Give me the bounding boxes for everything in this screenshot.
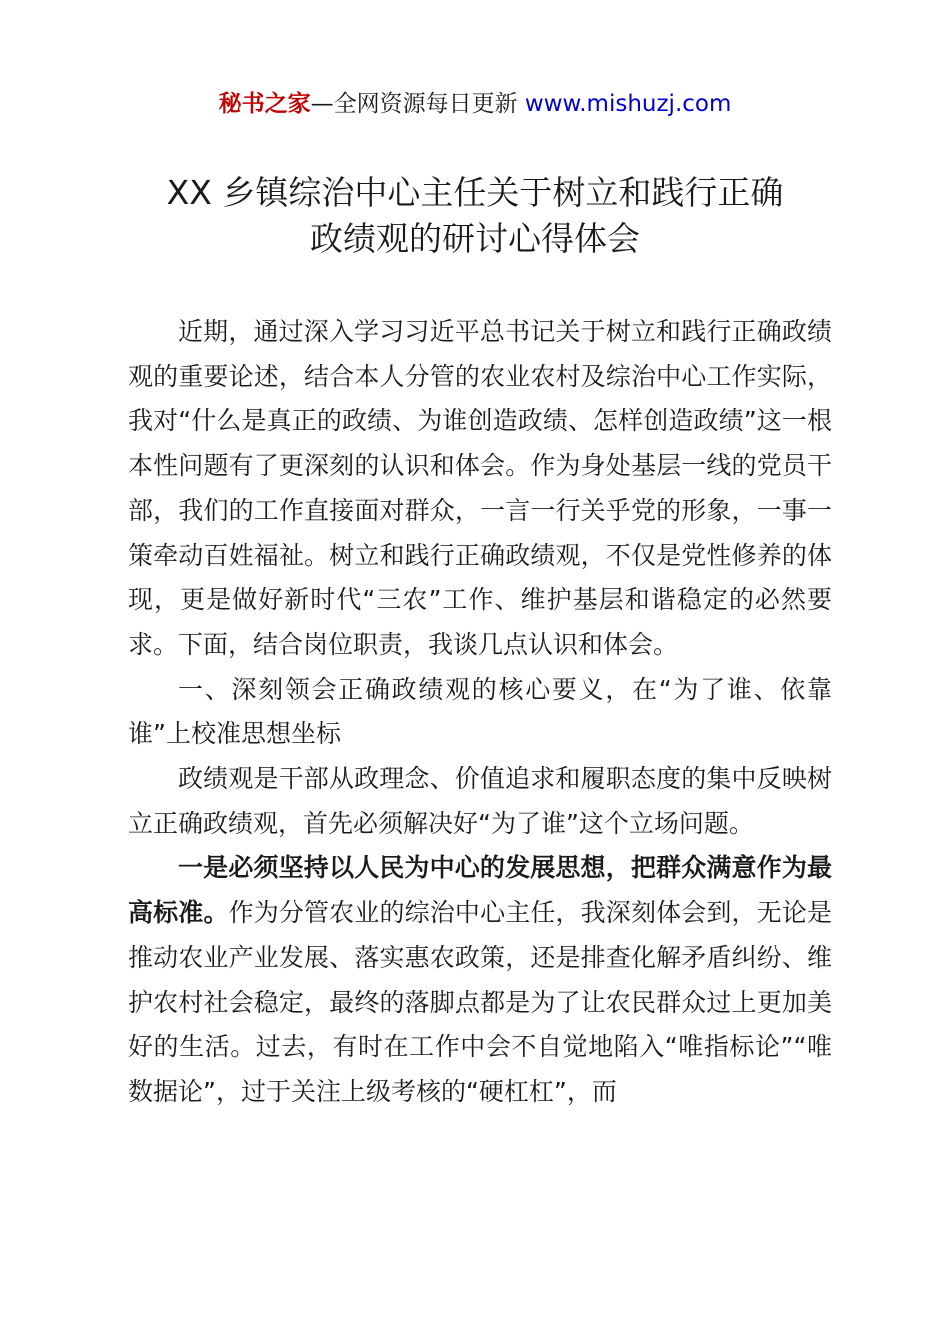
- section-heading-1: 一、深刻领会正确政绩观的核心要义，在“为了谁、依靠谁”上校准思想坐标: [128, 674, 832, 749]
- section-paragraph: 政绩观是干部从政理念、价值追求和履职态度的集中反映树立正确政绩观，首先必须解决好“为了谁”这个立场问题。: [128, 764, 832, 838]
- document-title: [100, 170, 850, 262]
- intro-paragraph: 近期，通过深入学习习近平总书记关于树立和践行正确政绩观的重要论述，结合本人分管的农业农村及综治中心工作实际，我对“什么是真正的政绩、为谁创造政绩、怎样创造政绩”这一根本性问题有了更深刻的认识和体会。作为身处基层一线的党员干部，我们的工作直接面对群众，一言一行关乎党的形象，一事一策牵动百姓福祉。树立和践行正确政绩观，不仅是党性修养的体现，更是做好新时代“三农”工作、维护基层和谐稳定的必然要求。下面，结合岗位职责，我谈几点认识和体会。: [128, 317, 832, 659]
- title-line-2: 政绩观的研讨心得体会: [310, 219, 640, 258]
- site-url-link[interactable]: www.mishuzj.com: [524, 91, 732, 117]
- point-body-text: 作为分管农业的综治中心主任，我深刻体会到，无论是推动农业产业发展、落实惠农政策，还是排查化解矛盾纠纷、维护农村社会稳定，最终的落脚点都是为了让农民群众过上更加美好的生活。过去，有时在工作中会不自觉地陷入“唯指标论”“唯数据论”，过于关注上级考核的“硬杠杠”，而: [128, 898, 832, 1106]
- point-paragraph-1: [128, 846, 832, 1114]
- site-header: [0, 88, 950, 120]
- point-lead-bold: 一是必须坚持以人民为中心的发展思想，把群众满意作为最高标准。: [128, 853, 832, 928]
- brand-name: 秘书之家: [218, 91, 311, 117]
- header-tagline: —全网资源每日更新: [310, 91, 518, 117]
- title-line-1: XX 乡镇综治中心主任关于树立和践行正确: [166, 173, 784, 212]
- document-body: [128, 310, 832, 1115]
